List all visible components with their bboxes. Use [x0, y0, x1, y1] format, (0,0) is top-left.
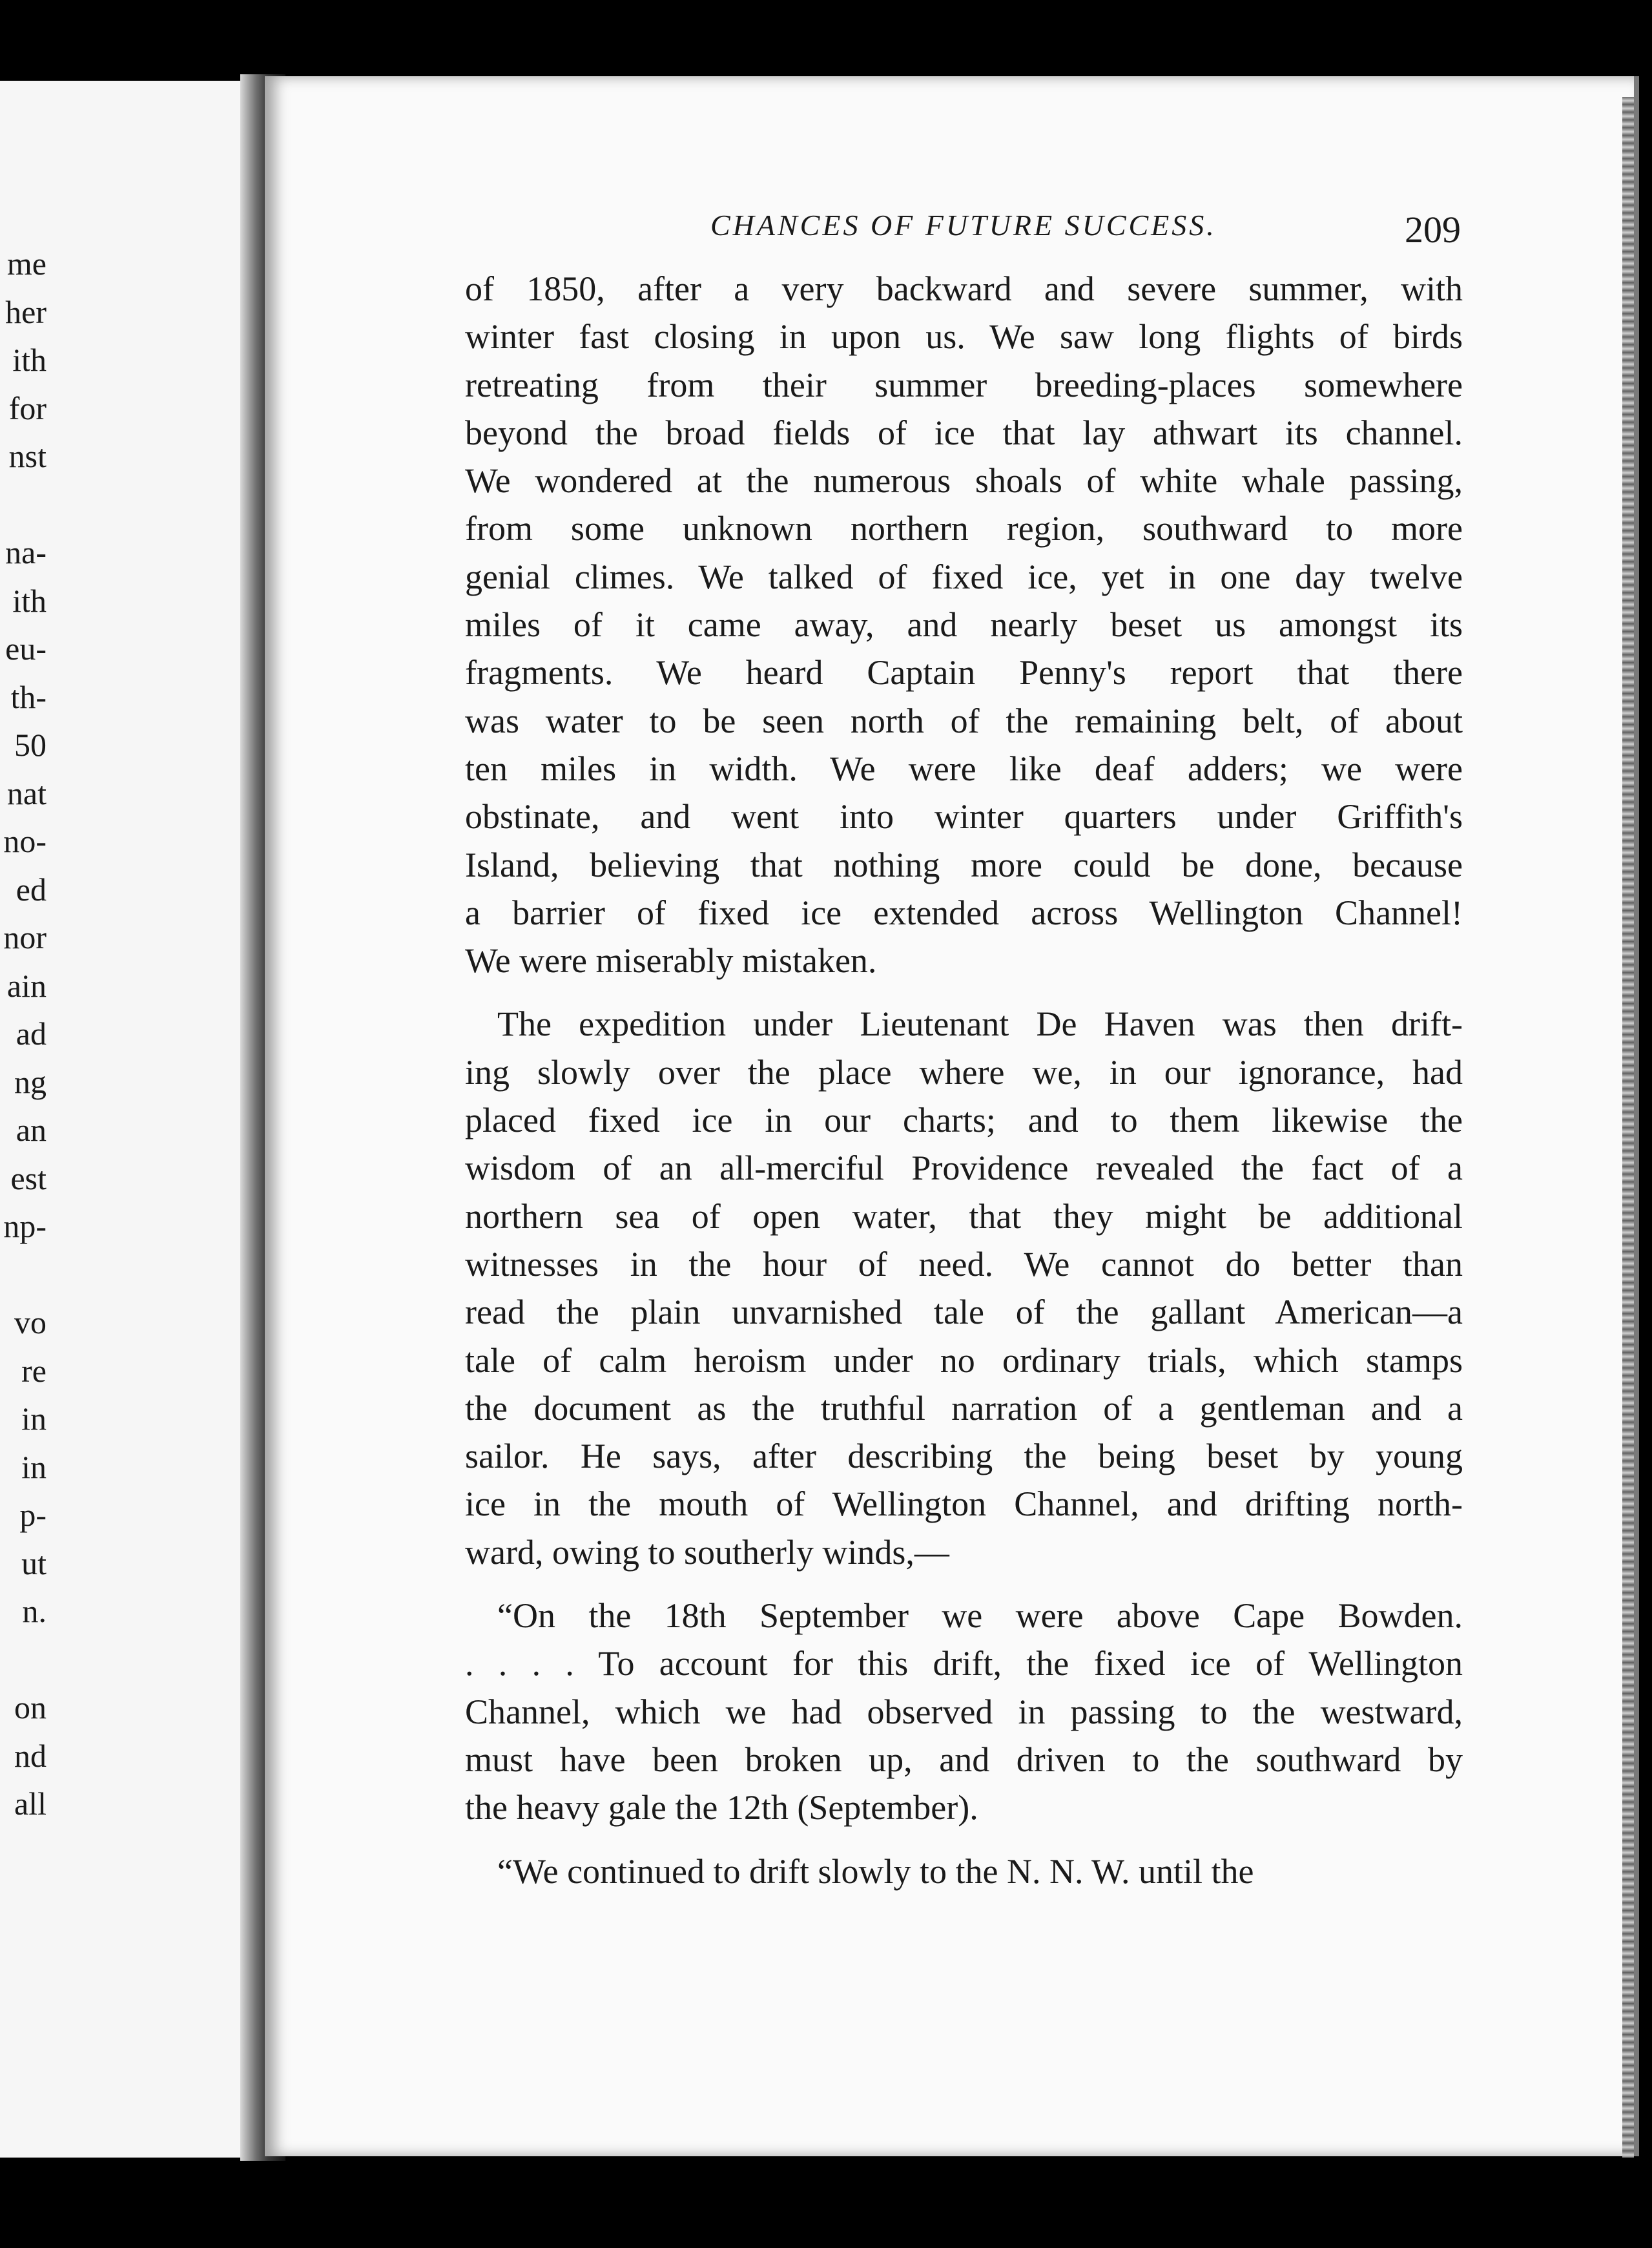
left-page-fragment: her: [5, 293, 46, 330]
text-line: tale of calm heroism under no ordinary trials, which stamps: [465, 1340, 1463, 1380]
left-page-fragment: est: [10, 1160, 46, 1196]
text-line: genial climes. We talked of fixed ice, yet in one day twelve: [465, 557, 1463, 596]
text-line: was water to be seen north of the remaining belt, of about: [465, 701, 1463, 740]
left-page-fragment: an: [15, 1112, 46, 1148]
text-line: the heavy gale the 12th (September).: [465, 1788, 978, 1827]
left-page-fragment: all: [14, 1785, 46, 1822]
text-line: obstinate, and went into winter quarters under Griffith's: [465, 797, 1463, 837]
left-page-fragment: ad: [15, 1015, 46, 1052]
text-line: witnesses in the hour of need. We cannot do better than: [465, 1244, 1463, 1284]
text-line: winter fast closing in upon us. We saw long flights of birds: [465, 317, 1463, 357]
paragraph-gap: [465, 1576, 1463, 1592]
paragraph-gap: [465, 984, 1463, 1000]
left-page-fragment: ed: [15, 871, 46, 908]
left-page-fragment: n.: [22, 1593, 46, 1629]
left-page-fragment: nor: [3, 919, 46, 955]
text-line: the document as the truthful narration of a gentleman and a: [465, 1388, 1463, 1428]
text-line: read the plain unvarnished tale of the gallant American—a: [465, 1293, 1463, 1332]
text-line: northern sea of open water, that they might be additional: [465, 1196, 1463, 1236]
page-edge: [1622, 97, 1634, 2158]
text-line: retreating from their summer breeding-places somewhere: [465, 365, 1463, 404]
left-page-fragment: me: [6, 245, 46, 282]
left-page-fragment: re: [21, 1352, 46, 1389]
text-line: wisdom of an all-merciful Providence revealed the fact of a: [465, 1149, 1463, 1188]
text-line: a barrier of fixed ice extended across Wellington Channel!: [465, 893, 1463, 932]
left-page-fragment: in: [21, 1448, 46, 1485]
left-page-fragment: on: [14, 1689, 46, 1725]
left-page-fragment: no-: [3, 823, 46, 859]
left-page-fragment: np-: [3, 1208, 46, 1244]
left-page-fragment: in: [21, 1400, 46, 1437]
left-page-fragment: ain: [6, 967, 46, 1004]
left-page-fragment: nat: [6, 775, 46, 811]
text-line: “On the 18th September we were above Cape Bowden.: [497, 1596, 1463, 1636]
text-line: We were miserably mistaken.: [465, 941, 877, 981]
text-line: “We continued to drift slowly to the N. N. W. until the: [497, 1851, 1254, 1891]
text-line: We wondered at the numerous shoals of white whale passing,: [465, 461, 1463, 501]
left-page-fragment: ith: [12, 582, 46, 619]
text-line: placed fixed ice in our charts; and to them likewise the: [465, 1101, 1463, 1140]
text-line: sailor. He says, after describing the being beset by young: [465, 1437, 1463, 1476]
left-page-fragment: vo: [14, 1304, 46, 1340]
running-head: CHANCES OF FUTURE SUCCESS.: [710, 209, 1217, 242]
left-page-fragment: nst: [8, 438, 46, 474]
left-page-fragment: 50: [14, 727, 46, 763]
text-line: ten miles in width. We were like deaf adders; we were: [465, 749, 1463, 788]
left-page-fragment: ith: [12, 342, 46, 378]
text-line: ing slowly over the place where we, in our ignorance, had: [465, 1052, 1463, 1092]
left-page-fragment: nd: [14, 1737, 46, 1774]
left-page-fragment: p-: [19, 1497, 46, 1533]
left-page-fragment: for: [8, 390, 46, 426]
left-page-fragment: ut: [21, 1545, 46, 1581]
left-page: [0, 81, 240, 2158]
text-line: Island, believing that nothing more could be done, because: [465, 845, 1463, 884]
text-line: of 1850, after a very backward and severe summer, with: [465, 269, 1463, 308]
left-page-fragment: ng: [14, 1063, 46, 1100]
text-line: must have been broken up, and driven to the southward by: [465, 1740, 1463, 1779]
paragraph-gap: [465, 1832, 1463, 1847]
left-page-fragment: eu-: [5, 630, 46, 667]
text-line: ward, owing to southerly winds,—: [465, 1532, 949, 1572]
text-line: from some unknown northern region, southward to more: [465, 509, 1463, 548]
left-page-fragment: th-: [10, 678, 46, 715]
text-line: The expedition under Lieutenant De Haven was then drift-: [497, 1004, 1463, 1044]
text-line: miles of it came away, and nearly beset us amongst its: [465, 605, 1463, 645]
text-line: . . . . To account for this drift, the fixed ice of Wellington: [465, 1644, 1463, 1683]
page-number: 209: [1405, 209, 1461, 251]
text-line: fragments. We heard Captain Penny's report that there: [465, 653, 1463, 692]
left-page-fragment: na-: [5, 534, 46, 570]
text-line: Channel, which we had observed in passing to the westward,: [465, 1692, 1463, 1731]
text-line: ice in the mouth of Wellington Channel, and drifting north-: [465, 1484, 1463, 1524]
body-text: [465, 265, 1463, 1895]
text-line: beyond the broad fields of ice that lay athwart its channel.: [465, 413, 1463, 452]
